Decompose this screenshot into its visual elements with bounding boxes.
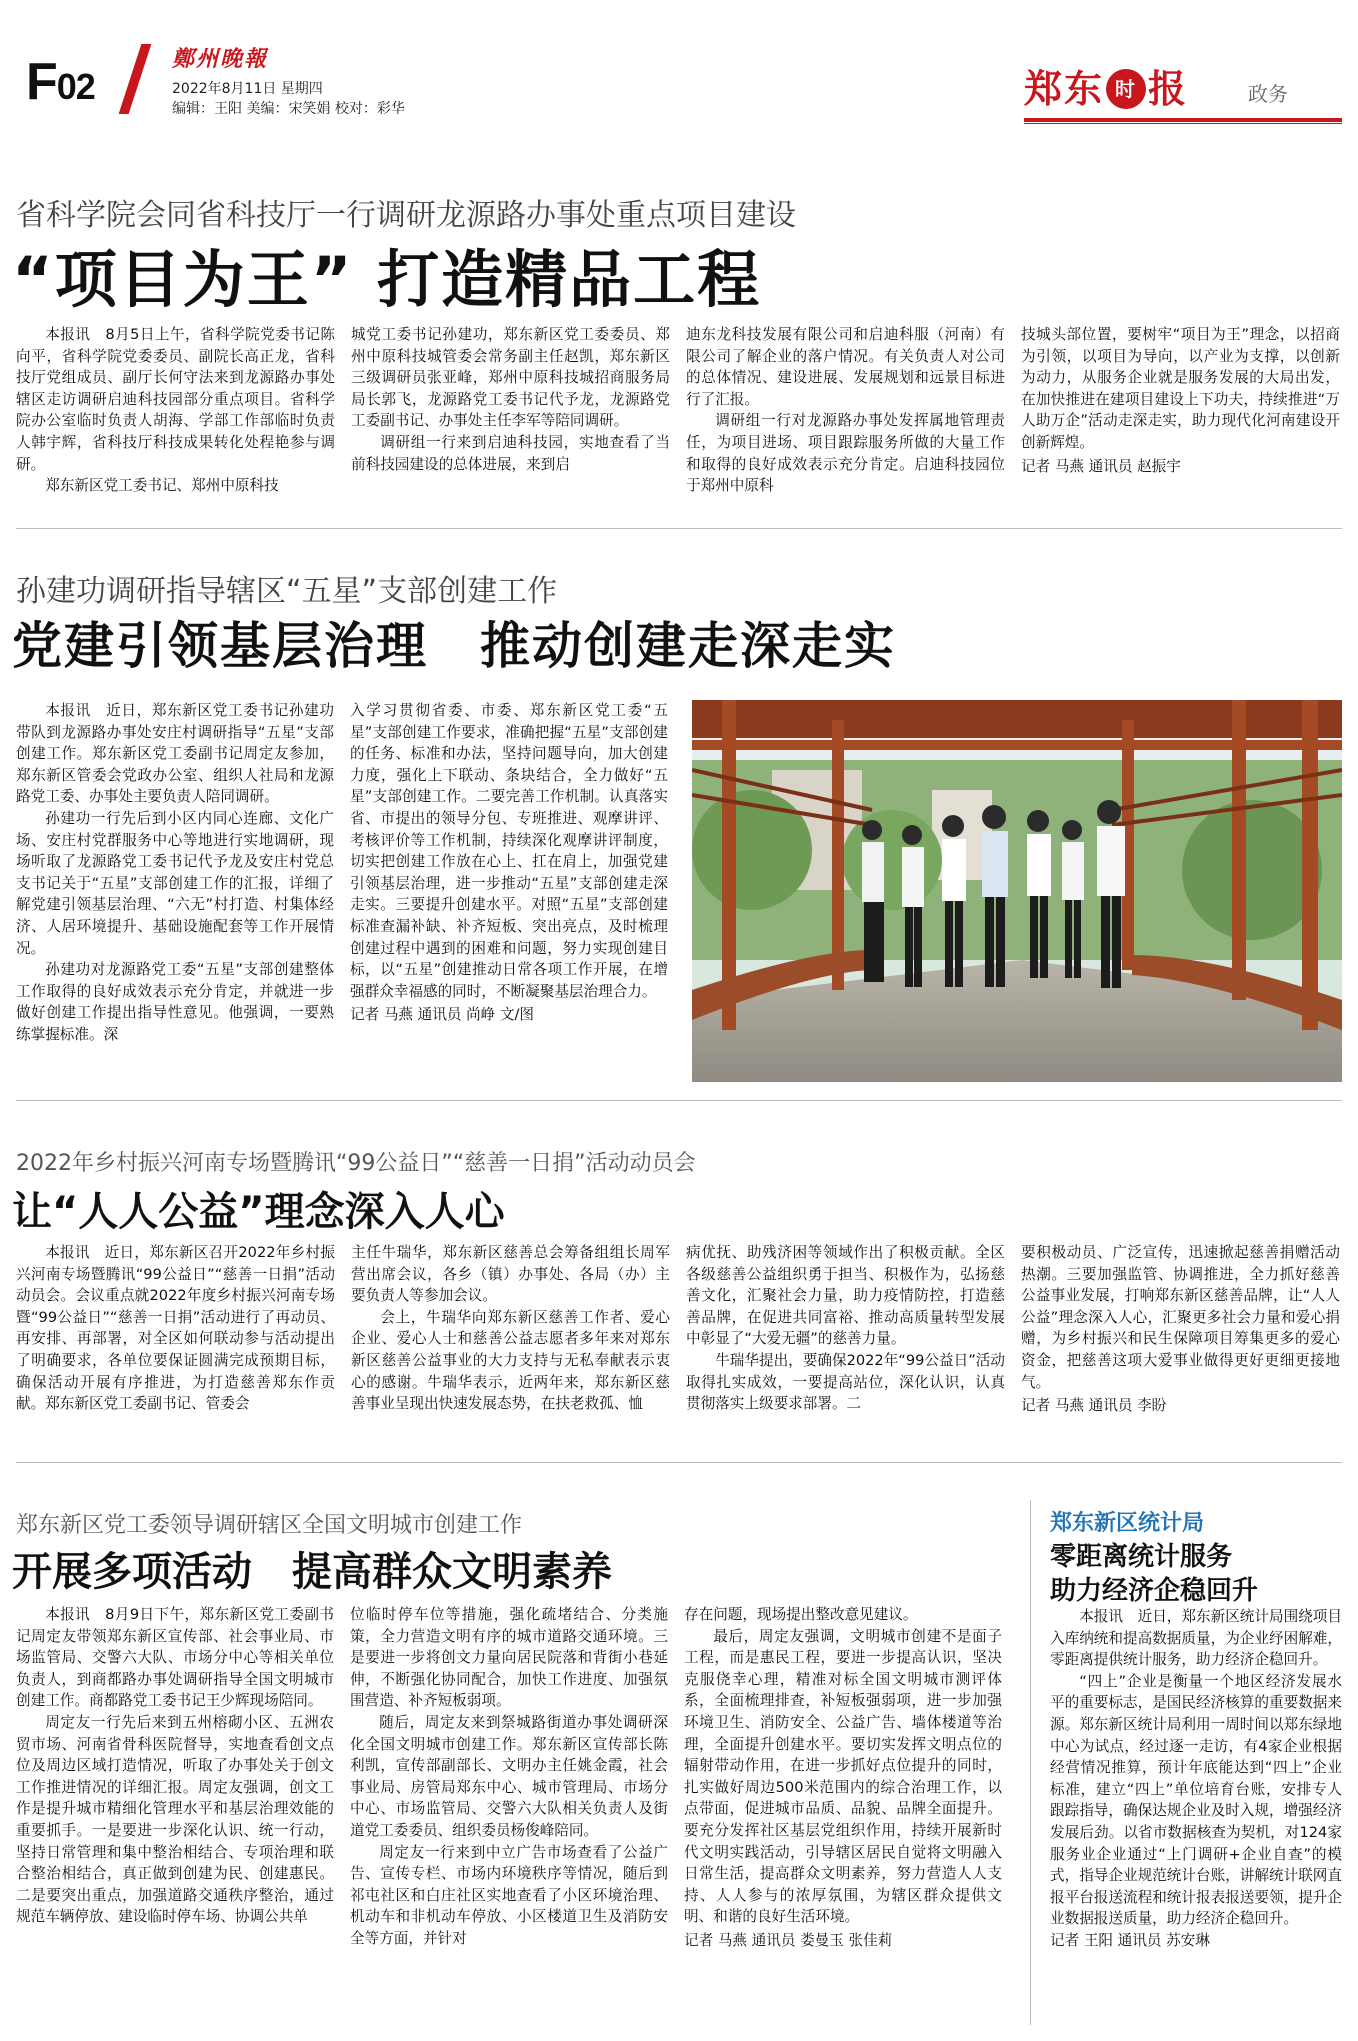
article4-kicker: 郑东新区党工委领导调研辖区全国文明城市创建工作 [16, 1513, 523, 1538]
paragraph: 本报讯 8月5日上午，省科学院党委书记陈向平，省科学院党委委员、副院长高正龙，省科技厅党组成员、副厅长何守法来到龙源路办事处辖区走访调研启迪科技园部分重点项目。省科学院办公室临时负责人胡海、学部工作部临时负责人韩宇辉，省科技厅科技成果转化处程艳参与调研。 [16, 326, 335, 473]
sidebar-byline: 记者 王阳 通讯员 苏安琳 [1050, 1931, 1210, 1949]
article1-col-3 [686, 324, 1005, 514]
article2-body [16, 700, 668, 1082]
article2-col-2 [350, 700, 668, 1082]
article3-col-1 [16, 1242, 335, 1438]
article3-body [16, 1242, 1342, 1438]
park-corridor-photo [692, 700, 1342, 1082]
paragraph: 周定友一行来到中立广告市场查看了公益广告、宣传专栏、市场内环境秩序等情况，随后到祁屯社区和白庄社区实地查看了小区环境治理、机动车和非机动车停放、小区楼道卫生及消防安全等方面，并针对 [350, 1843, 668, 1947]
sidebar-divider [1030, 1500, 1031, 2025]
sidebar-title-line1: 零距离统计服务 [1050, 1542, 1233, 1572]
paragraph: 技城头部位置，要树牢“项目为王”理念，以招商为引领，以项目为导向，以产业为支撑，以创新为动力，从服务企业就是服务发展的大局出发，在加快推进在建项目建设上下功夫，持续推进“万人助万企”活动走深走实，助力现代化河南建设开创新辉煌。 [1021, 326, 1340, 451]
section-label: 政务 [1248, 82, 1288, 106]
paper-name: 鄭州晚報 [172, 46, 269, 72]
paragraph: 本报讯 近日，郑东新区党工委书记孙建功带队到龙源路办事处安庄村调研指导“五星”支部创建工作。郑东新区党工委副书记周定友参加，郑东新区管委会党政办公室、组织人社局和龙源路党工委、办事处主要负责人陪同调研。 [16, 702, 334, 806]
divider [16, 528, 1342, 529]
article2-byline: 记者 马燕 通讯员 尚峥 文/图 [350, 1006, 535, 1024]
sidebar-article [1050, 1506, 1342, 2026]
paragraph: “四上”企业是衡量一个地区经济发展水平的重要标志，是国民经济核算的重要数据来源。郑东新区统计局利用一周时间以郑东绿地中心为试点，经过逐一走访，有4家企业根据经营情况推算，预计年底能达到“四上”企业标准，建立“四上”单位培育台账，安排专人跟踪指导，确保达规企业及时入规，增强经济发展后劲。以省市数据核查为契机，对124家服务业企业通过“上门调研+企业自查”的模式，指导企业规范统计台账，讲解统计联网直报平台报送流程和统计报表报送要领，提升企业数据报送质量，助力经济企稳回升。 [1050, 1672, 1342, 1928]
sidebar-body [1050, 1606, 1342, 2026]
article3-kicker: 2022年乡村振兴河南专场暨腾讯“99公益日”“慈善一日捐”活动动员会 [16, 1151, 696, 1176]
paragraph: 城党工委书记孙建功，郑东新区党工委委员、郑州中原科技城管委会常务副主任赵凯，郑东新区三级调研员张亚峰，郑州中原科技城招商服务局局长郭飞，龙源路党工委书记代予龙，龙源路党工委副书记、办事处主任李军等陪同调研。 [351, 326, 670, 430]
paragraph: 随后，周定友来到祭城路街道办事处调研深化全国文明城市创建工作。郑东新区宣传部长陈利凯，宣传部副部长、文明办主任姚金霞，社会事业局、房管局郑东中心、城市管理局、市场分中心、市场监管局、交警六大队相关负责人及街道党工委委员、组织委员杨俊峰陪同。 [350, 1713, 668, 1839]
article3-col-3 [686, 1242, 1005, 1438]
sidebar-kicker: 郑东新区统计局 [1050, 1511, 1205, 1536]
editors-line: 编辑：王阳 美编：宋笑娟 校对：彩华 [172, 101, 405, 117]
sidebar-title-line2: 助力经济企稳回升 [1050, 1576, 1259, 1606]
paragraph: 最后，周定友强调，文明城市创建不是面子工程，而是惠民工程，要进一步提高认识，坚决克服侥幸心理，精准对标全国文明城市测评体系，全面梳理排查，补短板强弱项，进一步加强环境卫生、消防安全、公益广告、墙体楼道等治理，全面提升创建水平。要切实发挥文明点位的辐射带动作用，在进一步抓好点位提升的同时，扎实做好周边500米范围内的综合治理工作，以点带面，促进城市品质、品貌、品牌全面提升。要充分发挥社区基层党组织作用，持续开展新时代文明实践活动，引导辖区居民自觉将文明融入日常生活，提高群众文明素养，努力营造人人支持、人人参与的浓厚氛围，为辖区群众提供文明、和谐的良好生活环境。 [684, 1627, 1002, 1926]
paragraph: 本报讯 近日，郑东新区统计局围绕项目入库纳统和提高数据质量，为企业纾困解难，零距离提供统计服务，助力经济企稳回升。 [1050, 1608, 1342, 1669]
paragraph: 郑东新区党工委书记、郑州中原科技 [45, 477, 279, 495]
article1-title: “项目为王” 打造精品工程 [12, 243, 762, 316]
article4-body [16, 1604, 1004, 2024]
article1-col-1 [16, 324, 335, 514]
issue-date: 2022年8月11日 星期四 [172, 81, 323, 97]
paragraph: 要积极动员、广泛宣传，迅速掀起慈善捐赠活动热潮。三要加强监管、协调推进，全力抓好慈善公益事业发展，打响郑东新区慈善品牌，让“人人公益”理念深入人心，汇聚更多社会力量和爱心捐赠，为乡村振兴和民生保障项目筹集更多的爱心资金，把慈善这项大爱事业做得更好更细更接地气。 [1021, 1244, 1340, 1391]
paragraph: 本报讯 8月9日下午，郑东新区党工委副书记周定友带领郑东新区宣传部、社会事业局、市场监管局、交警六大队、市场分中心等相关单位负责人，到商都路办事处调研指导全国文明城市创建工作。商都路党工委书记王少辉现场陪同。 [16, 1606, 334, 1710]
article3-col-4 [1021, 1242, 1340, 1438]
paragraph: 病优抚、助残济困等领域作出了积极贡献。全区各级慈善公益组织勇于担当、积极作为，弘扬慈善文化，汇聚社会力量，助力疫情防控，打造慈善品牌，在促进共同富裕、推动高质量转型发展中彰显了“大爱无疆”的慈善力量。 [686, 1244, 1005, 1348]
paragraph: 调研组一行来到启迪科技园，实地查看了当前科技园建设的总体进展，来到启 [351, 433, 670, 473]
article3-byline: 记者 马燕 通讯员 李盼 [1021, 1397, 1167, 1415]
paragraph: 位临时停车位等措施，强化疏堵结合、分类施策，全力营造文明有序的城市道路交通环境。三是要进一步将创文力量向居民院落和背街小巷延伸，不断强化协同配合，加快工作进度、加强氛围营造、补齐短板弱项。 [350, 1606, 668, 1710]
article4-col-1 [16, 1604, 334, 2024]
masthead-rule [1024, 118, 1342, 122]
masthead [0, 0, 1358, 125]
paragraph: 迪东龙科技发展有限公司和启迪科服（河南）有限公司了解企业的落户情况。有关负责人对公司的总体情况、建设进展、发展规划和远景目标进行了汇报。 [686, 326, 1005, 408]
paragraph: 牛瑞华提出，要确保2022年“99公益日”活动取得扎实成效，一要提高站位，深化认识，认真贯彻落实上级要求部署。二 [686, 1351, 1005, 1413]
article3-col-2 [351, 1242, 670, 1438]
masthead-rule-thin [1024, 123, 1342, 124]
masthead-slash [119, 44, 152, 114]
article4-title: 开展多项活动 提高群众文明素养 [12, 1549, 612, 1595]
article2-col-1 [16, 700, 334, 1082]
page-number: F02 [26, 53, 95, 111]
article4-col-3 [684, 1604, 1002, 2024]
article3-title: 让“人人公益”理念深入人心 [12, 1189, 505, 1235]
edition-name-right: 报 [1148, 67, 1189, 111]
article2-kicker: 孙建功调研指导辖区“五星”支部创建工作 [16, 574, 558, 609]
edition-name-left: 郑东 [1024, 67, 1105, 111]
article1-col-2 [351, 324, 670, 514]
paragraph: 调研组一行对龙源路办事处发挥属地管理责任，为项目进场、项目跟踪服务所做的大量工作和取得的良好成效表示充分肯定。启迪科技园位于郑州中原科 [686, 412, 1005, 495]
article4-col-2 [350, 1604, 668, 2024]
article4-byline: 记者 马燕 通讯员 娄曼玉 张佳莉 [684, 1931, 893, 1949]
photo-illustration [692, 700, 1342, 1082]
paragraph: 会上，牛瑞华向郑东新区慈善工作者、爱心企业、爱心人士和慈善公益志愿者多年来对郑东新区慈善公益事业的大力支持与无私奉献表示衷心的感谢。牛瑞华表示，近两年来，郑东新区慈善事业呈现出快速发展态势，在扶老救孤、恤 [351, 1308, 670, 1413]
article1-byline: 记者 马燕 通讯员 赵振宇 [1021, 457, 1181, 475]
edition-badge: 时 [1106, 69, 1146, 109]
paragraph: 周定友一行先后来到五州榕砌小区、五洲农贸市场、河南省骨科医院督导，实地查看创文点位及周边区域打造情况，听取了办事处关于创文工作推进情况的详细汇报。周定友强调，创文工作是提升城市精细化管理水平和基层治理效能的重要抓手。一是要进一步深化认识、统一行动，坚持日常管理和集中整治相结合、专项治理和联合整治相结合，真正做到创建为民、创建惠民。二是要突出重点，加强道路交通秩序整治，通过规范车辆停放、建设临时停车场、协调公共单 [16, 1713, 334, 1926]
paragraph: 孙建功一行先后到小区内同心连廊、文化广场、安庄村党群服务中心等地进行实地调研，现场听取了龙源路党工委书记代予龙及安庄村党总支书记关于“五星”支部创建工作的汇报，详细了解党建引领基层治理、“六无”村打造、村集体经济、人居环境提升、基础设施配套等工作开展情况。 [16, 809, 334, 957]
divider [16, 1100, 1342, 1101]
article1-col-4 [1021, 324, 1340, 514]
paragraph: 入学习贯彻省委、市委、郑东新区党工委“五星”支部创建工作要求，准确把握“五星”支部创建的任务、标准和办法，坚持问题导向，加大创建力度，强化上下联动、条块结合，全力做好“五星”支部创建工作。二要完善工作机制。认真落实省、市提出的领导分包、专班推进、观摩讲评、考核评价等工作机制，持续深化观摩讲评制度，切实把创建工作放在心上、扛在肩上，加强党建引领基层治理，进一步推动“五星”支部创建走深走实。三要提升创建水平。对照“五星”支部创建标准查漏补缺、补齐短板、突出亮点，及时梳理创建过程中遇到的困难和问题，努力实现创建目标，以“五星”创建推动日常各项工作开展，在增强群众幸福感的同时，不断凝聚基层治理合力。 [350, 702, 668, 1000]
article1-body [16, 324, 1342, 514]
article2-title: 党建引领基层治理 推动创建走深走实 [12, 617, 896, 675]
paragraph: 孙建功对龙源路党工委“五星”支部创建整体工作取得的良好成效表示充分肯定，并就进一步做好创建工作提出指导性意见。他强调，一要熟练掌握标准。深 [16, 961, 334, 1043]
article1-kicker: 省科学院会同省科技厅一行调研龙源路办事处重点项目建设 [16, 198, 796, 233]
divider [16, 1462, 1342, 1463]
paragraph: 主任牛瑞华，郑东新区慈善总会筹备组组长周军营出席会议，各乡（镇）办事处、各局（办）主要负责人等参加会议。 [351, 1244, 670, 1305]
paragraph: 本报讯 近日，郑东新区召开2022年乡村振兴河南专场暨腾讯“99公益日”“慈善一日捐”活动动员会。会议重点就2022年度乡村振兴河南专场暨“99公益日”“慈善一日捐”活动进行了再动员、再安排、再部署，对全区如何联动参与活动提出了明确要求，各单位要保证圆满完成预期目标，确保活动开展有序推进，为打造慈善郑东作贡献。郑东新区党工委副书记、管委会 [16, 1244, 335, 1413]
paragraph: 存在问题，现场提出整改意见建议。 [684, 1606, 918, 1623]
